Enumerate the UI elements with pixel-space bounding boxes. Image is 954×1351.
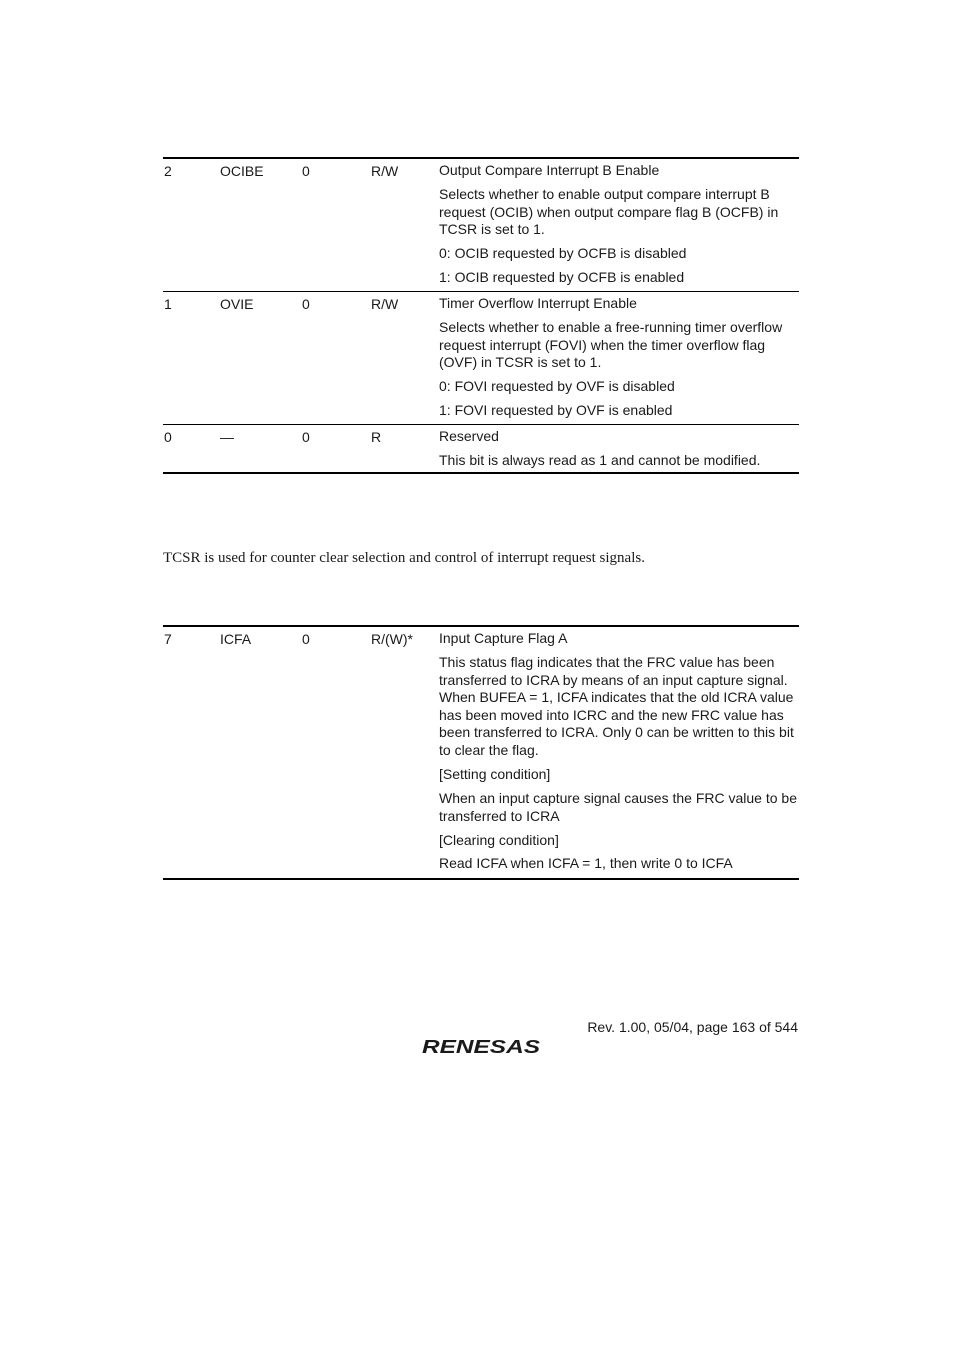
bit-table-lower	[163, 625, 799, 880]
table-row	[163, 424, 799, 472]
bit-name: —	[220, 429, 234, 445]
page-footer: Rev. 1.00, 05/04, page 163 of 544	[587, 1019, 798, 1035]
table-row	[163, 625, 799, 878]
read-write: R	[371, 429, 382, 445]
body-paragraph: TCSR is used for counter clear selection and control of interrupt request signals.	[163, 550, 645, 566]
table-row	[163, 157, 799, 291]
description-text: Read ICFA when ICFA = 1, then write 0 to ICFA	[439, 855, 733, 872]
initial-value: 0	[302, 296, 310, 312]
description	[439, 428, 799, 470]
description-text: Selects whether to enable a free-running timer overflow request interrupt (FOVI) when the timer overflow flag (OVF) in TCSR is set to 1.	[439, 318, 783, 371]
bit-name: OCIBE	[220, 163, 264, 179]
initial-value: 0	[302, 631, 310, 647]
description-text: This status flag indicates that the FRC value has been transferred to ICRA by means of an input capture signal. When BUFEA = 1, ICFA indicates that the old ICRA value has been moved into ICRC and the new FRC value has been transferred to ICRA. Only 0 can be written to this bit to clear the flag.	[439, 653, 794, 758]
bit-name: ICFA	[220, 631, 252, 647]
description	[439, 295, 799, 420]
bit-table-upper	[163, 157, 799, 474]
table-bottom-rule	[163, 878, 799, 880]
description-text: 1: OCIB requested by OCFB is enabled	[439, 269, 685, 286]
table-bottom-rule	[163, 472, 799, 474]
read-write: R/(W)*	[371, 631, 413, 647]
description-text: 0: OCIB requested by OCFB is disabled	[439, 245, 687, 262]
table-row	[163, 291, 799, 424]
bit-number: 0	[164, 429, 172, 445]
read-write: R/W	[371, 163, 399, 179]
bit-number: 2	[164, 163, 172, 179]
description-text: Selects whether to enable output compare interrupt B request (OCIB) when output compare flag B (OCFB) in TCSR is set to 1.	[439, 185, 779, 238]
description-title: Reserved	[439, 428, 499, 444]
description-title: Input Capture Flag A	[439, 630, 568, 646]
description-text: 1: FOVI requested by OVF is enabled	[439, 402, 673, 419]
read-write: R/W	[371, 296, 399, 312]
description-title: Output Compare Interrupt B Enable	[439, 162, 660, 178]
description-title: Timer Overflow Interrupt Enable	[439, 295, 637, 311]
description-text: [Clearing condition]	[439, 831, 559, 848]
description-text: This bit is always read as 1 and cannot be modified.	[439, 451, 761, 468]
logo-text: RENESAS	[422, 1037, 540, 1057]
description-text: 0: FOVI requested by OVF is disabled	[439, 378, 675, 395]
description	[439, 630, 799, 873]
initial-value: 0	[302, 429, 310, 445]
bit-number: 1	[164, 296, 172, 312]
renesas-logo	[422, 1035, 542, 1057]
description-text: [Setting condition]	[439, 765, 551, 782]
description-text: When an input capture signal causes the FRC value to be transferred to ICRA	[439, 789, 797, 824]
initial-value: 0	[302, 163, 310, 179]
bit-name: OVIE	[220, 296, 254, 312]
description	[439, 162, 799, 287]
bit-number: 7	[164, 631, 172, 647]
